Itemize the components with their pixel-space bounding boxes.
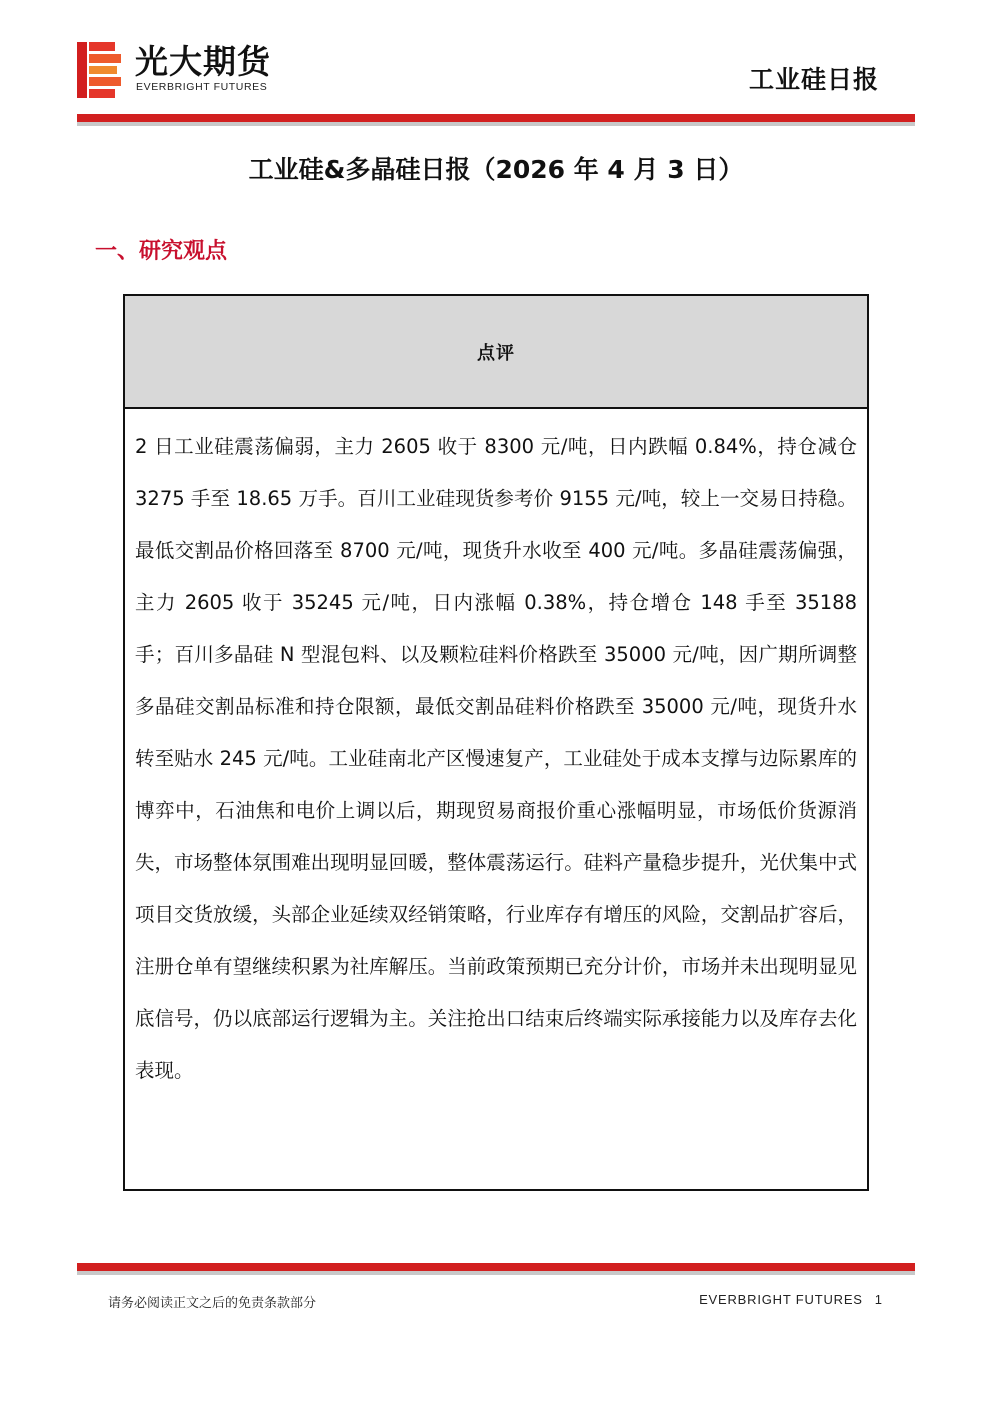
report-type-label: 工业硅日报 — [748, 65, 879, 94]
logo-english-name: EVERBRIGHT FUTURES — [136, 81, 268, 93]
footer-disclaimer: 请务必阅读正文之后的免责条款部分 — [108, 1296, 317, 1311]
header-divider — [77, 114, 915, 126]
footer-brand-block — [699, 1292, 882, 1307]
review-table — [123, 294, 869, 1191]
footer-divider — [77, 1263, 915, 1275]
company-logo — [77, 40, 297, 100]
footer-brand: EVERBRIGHT FUTURES — [699, 1292, 863, 1307]
page-number: 1 — [874, 1292, 882, 1307]
logo-chinese-name: 光大期货 — [135, 42, 271, 81]
review-table-body: 2 日工业硅震荡偏弱，主力 2605 收于 8300 元/吨，日内跌幅 0.84%，持仓减仓 3275 手至 18.65 万手。百川工业硅现货参考价 9155 元/吨，较上一交易日持稳。最低交割品价格回落至 8700 元/吨，现货升水收至 400 元/吨。多晶硅震荡偏强，主力 2605 收于 35245 元/吨，日内涨幅 0.38%，持仓增仓 148 手至 35188 手；百川多晶硅 N 型混包料、以及颗粒硅料价格跌至 35000 元/吨，因广期所调整多晶硅交割品标准和持仓限额，最低交割品硅料价格跌至 35000 元/吨，现货升水转至贴水 245 元/吨。工业硅南北产区慢速复产，工业硅处于成本支撑与边际累库的博弈中，石油焦和电价上调以后，期现贸易商报价重心涨幅明显，市场低价货源消失，市场整体氛围难出现明显回暖，整体震荡运行。硅料产量稳步提升，光伏集中式项目交货放缓，头部企业延续双经销策略，行业库存有增压的风险，交割品扩容后，注册仓单有望继续积累为社库解压。当前政策预期已充分计价，市场并未出现明显见底信号，仍以底部运行逻辑为主。关注抢出口结束后终端实际承接能力以及库存去化表现。 — [135, 435, 857, 1082]
review-table-header: 点评 — [125, 296, 867, 409]
everbright-logo-icon — [77, 40, 129, 100]
section-heading: 一、研究观点 — [95, 239, 228, 264]
document-title: 工业硅&多晶硅日报（2026 年 4 月 3 日） — [248, 155, 744, 184]
